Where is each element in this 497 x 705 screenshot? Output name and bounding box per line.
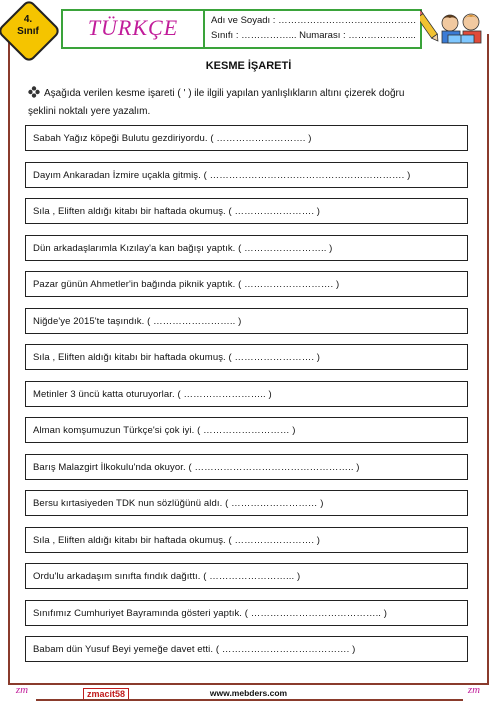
exercise-row[interactable] — [25, 271, 468, 297]
exercise-row[interactable] — [25, 417, 468, 443]
exercise-row[interactable] — [25, 344, 468, 370]
exercise-sentence: Ordu'lu arkadaşım sınıfta fındık dağıttı. ( ……………………... ) — [33, 571, 301, 582]
exercise-sentence: Sabah Yağız köpeği Bulutu gezdiriyordu. ( ………………………. ) — [33, 133, 312, 144]
exercise-sentence: Sıla , Eliften aldığı kitabı bir haftada okumuş. ( ……………………. ) — [33, 206, 321, 217]
footer-logo-right: zm — [467, 684, 481, 696]
footer-logo-left: zm — [15, 684, 29, 696]
instruction-line-2: şeklini noktalı yere yazalım. — [28, 106, 151, 117]
grade-label — [10, 14, 46, 38]
exercise-row[interactable] — [25, 636, 468, 662]
grade-unit: Sınıf — [17, 26, 39, 37]
exercise-sentence: Barış Malazgirt İlkokulu'nda okuyor. ( ………………………………………….. ) — [33, 461, 360, 473]
subject-title: TÜRKÇE — [87, 15, 179, 40]
exercise-row[interactable] — [25, 235, 468, 261]
student-info-box — [203, 9, 422, 49]
exercise-row[interactable] — [25, 308, 468, 334]
children-reading-icon — [420, 6, 490, 46]
exercise-row[interactable] — [25, 198, 468, 224]
exercise-row[interactable] — [25, 381, 468, 407]
page-title: KESME İŞARETİ — [205, 60, 292, 72]
exercise-row[interactable] — [25, 527, 468, 553]
subject-box — [61, 9, 205, 49]
exercise-sentence: Dayım Ankaradan İzmire uçakla gitmiş. ( ……………………………………………………. ) — [33, 169, 411, 181]
exercise-sentence: Bersu kırtasiyeden TDK nun sözlüğünü aldı. ( ……………………… ) — [33, 498, 324, 509]
flower-bullet-icon — [28, 86, 40, 98]
exercise-sentence: Metinler 3 üncü katta oturuyorlar. ( …………………….. ) — [33, 388, 272, 400]
name-field[interactable]: Adı ve Soyadı : ……………………………..……… — [211, 15, 417, 26]
exercise-row[interactable] — [25, 600, 468, 626]
exercise-sentence: Alman komşumuzun Türkçe'si çok iyi. ( ……………………… ) — [33, 425, 296, 436]
exercise-sentence: Sınıfımız Cumhuriyet Bayramında gösteri yaptık. ( ………………………………….. ) — [33, 607, 388, 619]
exercise-sentence: Sıla , Eliften aldığı kitabı bir haftada okumuş. ( ……………………. ) — [33, 352, 321, 363]
footer-bar — [36, 699, 463, 701]
instruction-line-1: Aşağıda verilen kesme işareti ( ' ) ile ilgili yapılan yanlışlıkların altını çizerek doğru — [44, 88, 405, 99]
exercise-row[interactable] — [25, 490, 468, 516]
exercise-sentence: Niğde'ye 2015'te taşındık. ( …………………….. ) — [33, 315, 242, 327]
class-number-field[interactable]: Sınıfı : ……………... Numarası : ……………….... — [211, 30, 416, 41]
grade-number: 4. — [23, 14, 33, 25]
exercise-row[interactable] — [25, 125, 468, 151]
exercise-row[interactable] — [25, 454, 468, 480]
footer-code: zmacit58 — [83, 688, 129, 701]
exercise-row[interactable] — [25, 162, 468, 188]
footer-website[interactable]: www.mebders.com — [209, 688, 288, 698]
exercise-row[interactable] — [25, 563, 468, 589]
exercise-sentence: Dün arkadaşlarımla Kızılay'a kan bağışı yaptık. ( …………………….. ) — [33, 242, 333, 254]
exercise-sentence: Pazar günün Ahmetler'in bağında piknik yaptık. ( ………………………. ) — [33, 279, 340, 290]
exercise-sentence: Sıla , Eliften aldığı kitabı bir haftada okumuş. ( ……………………. ) — [33, 534, 321, 546]
exercise-sentence: Babam dün Yusuf Beyi yemeğe davet etti. ( …………………………………. ) — [33, 644, 356, 655]
instruction — [28, 85, 473, 121]
